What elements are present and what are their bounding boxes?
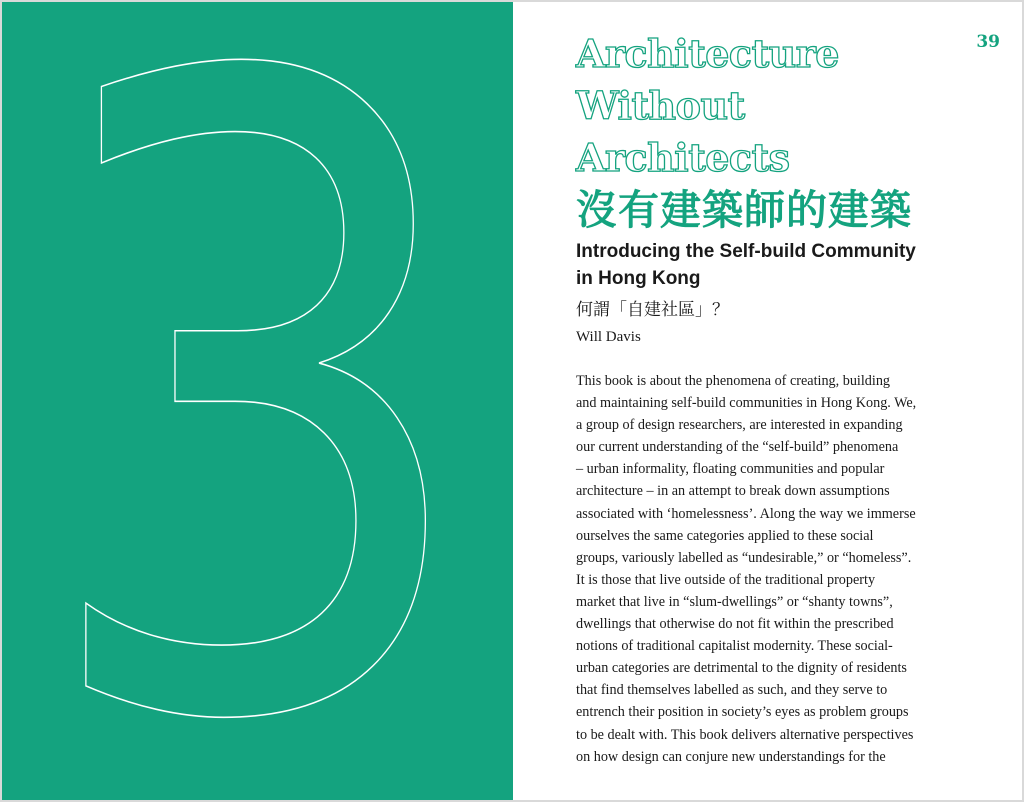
body-line: associated with ‘homelessness’. Along the way we immerse — [576, 505, 916, 522]
chapter-number-outline — [2, 2, 513, 800]
body-line: that find themselves labelled as such, and they serve to — [576, 682, 888, 699]
subtitle-line: Introducing the Self-build Community — [576, 241, 916, 262]
title-line: Architecture — [576, 31, 839, 76]
body-line: and maintaining self-build communities in Hong Kong. We, — [576, 395, 917, 412]
title-line: Architects — [576, 135, 790, 180]
subtitle-line: in Hong Kong — [576, 268, 701, 289]
right-page — [513, 2, 1022, 800]
body-line: to be dealt with. This book delivers alternative perspectives — [576, 726, 914, 743]
chapter-subtitle-chinese: 何謂「自建社區」？ — [576, 300, 729, 320]
body-line: our current understanding of the “self-build” phenomena — [576, 439, 899, 456]
body-line: This book is about the phenomena of creating, building — [576, 373, 891, 389]
body-line: on how design can conjure new understandings for the — [576, 748, 886, 765]
page-number: 39 — [976, 32, 1000, 52]
chapter-subtitle-english — [576, 238, 916, 292]
body-line: – urban informality, floating communities and popular — [576, 461, 885, 478]
chapter-number-glyph: 3 — [32, 0, 482, 802]
body-line: urban categories are detrimental to the dignity of residents — [576, 660, 907, 677]
body-line: a group of design researchers, are interested in expanding — [576, 417, 903, 434]
body-line: architecture – in an attempt to break down assumptions — [576, 483, 890, 500]
left-page-chapter-opener — [2, 2, 513, 800]
title-line: Without — [576, 83, 745, 128]
body-line: It is those that live outside of the traditional property — [576, 571, 876, 588]
author-name: Will Davis — [576, 329, 641, 345]
chapter-title-english — [576, 28, 839, 184]
body-line: groups, variously labelled as “undesirable,” or “homeless”. — [576, 549, 912, 566]
body-line: ourselves the same categories applied to these social — [576, 527, 874, 544]
book-spread — [2, 2, 1022, 800]
body-line: notions of traditional capitalist modernity. These social- — [576, 638, 893, 655]
body-paragraph — [576, 370, 1006, 768]
body-line: market that live in “slum-dwellings” or “shanty towns”, — [576, 593, 893, 610]
body-line: entrench their position in society’s eyes as problem groups — [576, 704, 909, 721]
body-line: dwellings that otherwise do not fit within the prescribed — [576, 616, 894, 633]
chapter-title-chinese: 沒有建築師的建築 — [576, 186, 912, 234]
